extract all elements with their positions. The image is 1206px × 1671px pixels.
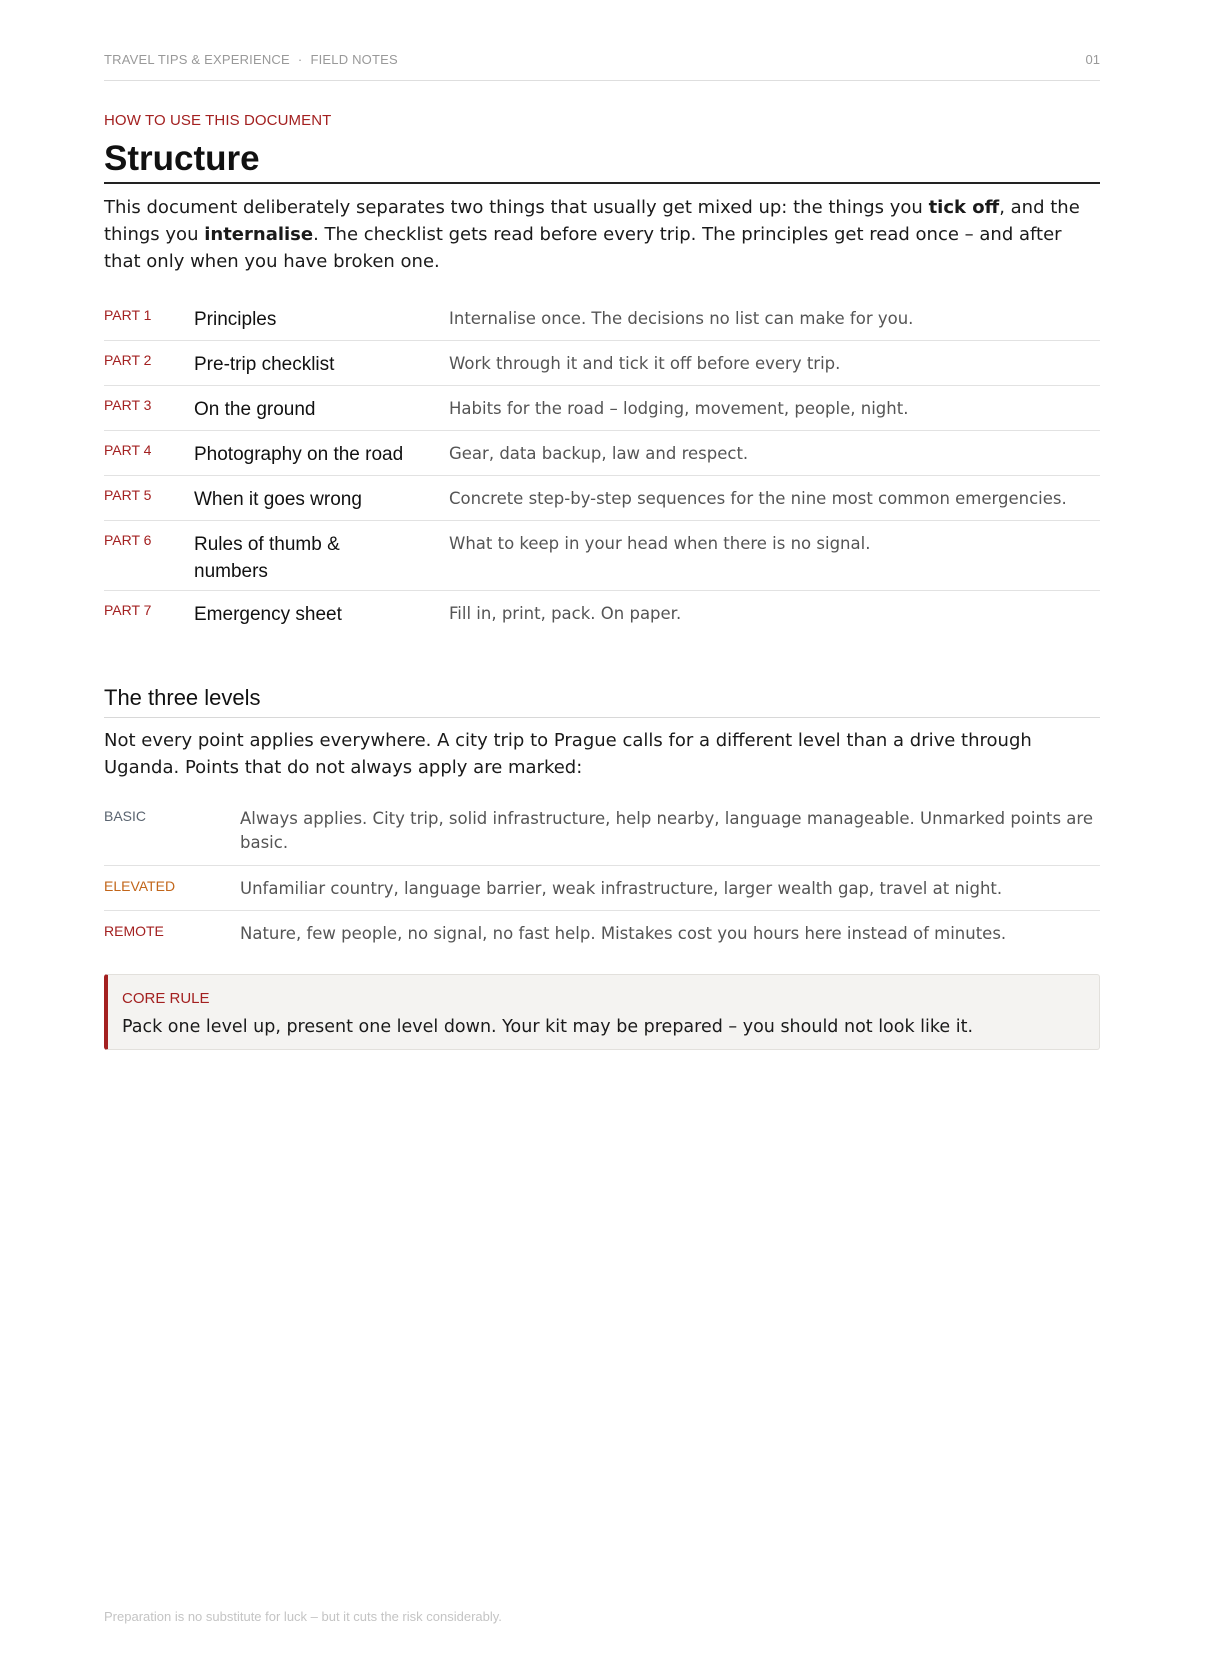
part-name: When it goes wrong (194, 489, 362, 510)
part-number: PART 6 (104, 532, 152, 548)
part-description: Internalise once. The decisions no list can make for you. (449, 309, 914, 328)
page-title: Structure (104, 137, 1100, 184)
part-description: Habits for the road – lodging, movement, people, night. (449, 399, 909, 418)
part-row (104, 476, 1100, 521)
part-number: PART 5 (104, 487, 152, 503)
intro-text-1: This document deliberately separates two things that usually get mixed up: the things you (104, 197, 929, 218)
intro-paragraph (104, 194, 1100, 275)
core-rule-callout (104, 974, 1100, 1050)
part-description: Concrete step-by-step sequences for the nine most common emergencies. (449, 489, 1067, 508)
part-row (104, 296, 1100, 341)
section-eyebrow: HOW TO USE THIS DOCUMENT (104, 112, 332, 129)
level-row (104, 796, 1100, 866)
levels-intro: Not every point applies everywhere. A city trip to Prague calls for a different level than a drive through Uganda. Points that do not always apply are marked: (104, 730, 1032, 778)
part-row (104, 521, 1100, 591)
levels-table (104, 796, 1100, 955)
part-description: What to keep in your head when there is no signal. (449, 534, 871, 553)
part-name: Principles (194, 309, 277, 330)
part-name: Photography on the road (194, 444, 404, 465)
part-name: On the ground (194, 399, 316, 420)
level-name-basic: BASIC (104, 808, 147, 824)
intro-text-2: , and the things you (104, 197, 1080, 245)
level-name-elevated: ELEVATED (104, 878, 176, 894)
intro-text-3: . The checklist gets read before every trip. The principles get read once – and after that only when you have broken one. (104, 224, 1062, 272)
intro-bold-tick-off: tick off (928, 197, 1000, 218)
level-row (104, 911, 1100, 955)
header-section: FIELD NOTES (310, 52, 398, 67)
parts-table (104, 296, 1100, 635)
part-number: PART 3 (104, 397, 152, 413)
part-row (104, 591, 1100, 635)
page-footer: Preparation is no substitute for luck – but it cuts the risk considerably. (104, 1609, 502, 1624)
part-number: PART 4 (104, 442, 152, 458)
level-description: Nature, few people, no signal, no fast help. Mistakes cost you hours here instead of minutes. (240, 924, 1007, 943)
part-row (104, 386, 1100, 431)
part-description: Work through it and tick it off before every trip. (449, 354, 841, 373)
level-description: Unfamiliar country, language barrier, weak infrastructure, larger wealth gap, travel at night. (240, 879, 1003, 898)
part-row (104, 431, 1100, 476)
page-number: 01 (1085, 52, 1100, 67)
part-description: Gear, data backup, law and respect. (449, 444, 749, 463)
running-header (104, 50, 1100, 81)
part-number: PART 1 (104, 307, 152, 323)
part-number: PART 7 (104, 602, 152, 618)
header-doc-title: TRAVEL TIPS & EXPERIENCE (104, 52, 290, 67)
part-description: Fill in, print, pack. On paper. (449, 604, 682, 623)
core-rule-label: CORE RULE (122, 990, 210, 1007)
level-description: Always applies. City trip, solid infrastructure, help nearby, language manageable. Unmarked points are basic. (240, 809, 1093, 852)
core-rule-text: Pack one level up, present one level down. Your kit may be prepared – you should not look like it. (122, 1017, 974, 1037)
level-name-remote: REMOTE (104, 923, 164, 939)
level-row (104, 866, 1100, 911)
part-row (104, 341, 1100, 386)
intro-bold-internalise: internalise (204, 224, 314, 245)
part-number: PART 2 (104, 352, 152, 368)
header-breadcrumb (104, 52, 398, 67)
part-name: Pre-trip checklist (194, 354, 335, 375)
header-separator: · (297, 52, 303, 67)
levels-heading: The three levels (104, 683, 1100, 718)
part-name: Rules of thumb & numbers (194, 534, 340, 582)
part-name: Emergency sheet (194, 604, 342, 625)
page (104, 0, 1100, 1671)
